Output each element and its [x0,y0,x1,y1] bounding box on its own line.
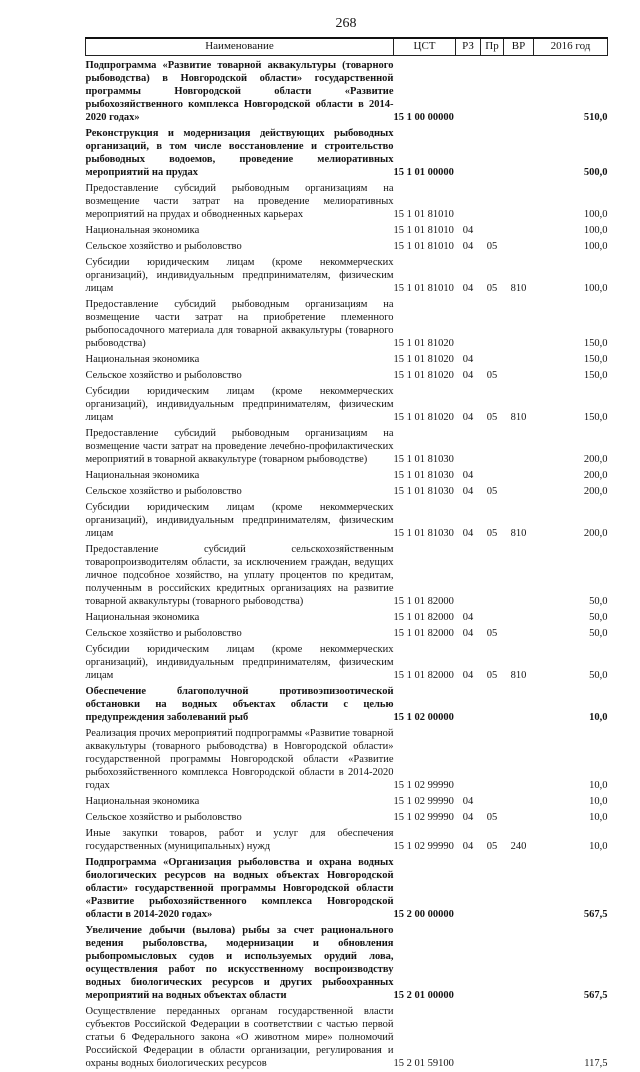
cell-vr: 810 [510,283,527,294]
column-header-year: 2016 год [534,38,608,56]
cell-name: Сельское хозяйство и рыболовство [85,628,242,639]
cell-cst: 15 2 01 00000 [393,990,454,1001]
cell-amount: 100,0 [583,209,608,220]
cell-pr: 05 [486,812,498,823]
cell-vr [504,726,534,794]
cell-pr: 05 [486,283,498,294]
cell-vr [504,1004,534,1072]
cell-vr [504,181,534,223]
cell-rz: 04 [462,796,474,807]
cell-name: Предоставление субсидий рыбоводным организациям на возмещение части затрат на проведение мелиоративных мероприятий на прудах и обводненных карьерах [85,183,394,220]
cell-vr: 810 [510,528,527,539]
cell-pr [481,542,504,610]
cell-amount: 10,0 [589,780,608,791]
cell-vr [504,542,534,610]
cell-rz [456,56,481,126]
cell-rz: 04 [462,841,474,852]
cell-pr: 05 [486,670,498,681]
cell-pr [481,610,504,626]
cell-vr: 240 [510,841,527,852]
cell-rz [456,726,481,794]
column-header-cst: ЦСТ [394,38,456,56]
cell-pr [481,56,504,126]
cell-amount: 200,0 [583,528,608,539]
cell-rz: 04 [462,241,474,252]
cell-amount: 200,0 [583,470,608,481]
cell-rz: 04 [462,354,474,365]
cell-name: Предоставление субсидий рыбоводным организациям на возмещение части затрат на приобретение племенного рыбопосадочного материала для товарной аквакультуры (товарного рыбоводства) [85,299,394,349]
cell-rz [456,297,481,352]
table-body [86,56,608,1072]
cell-cst: 15 1 01 82000 [393,612,454,623]
cell-cst: 15 1 01 81020 [393,370,454,381]
cell-cst: 15 1 01 81020 [393,354,454,365]
cell-vr [504,626,534,642]
cell-amount: 510,0 [583,112,608,123]
cell-cst: 15 1 01 81020 [393,412,454,423]
cell-name: Реконструкция и модернизация действующих рыбоводных организаций, в том числе восстановление и строительство рыбоводных водоемов, проведение мелиоративных мероприятий на прудах [85,128,394,178]
cell-pr [481,923,504,1004]
table-row [86,468,608,484]
table-row [86,223,608,239]
table-row [86,794,608,810]
table-row [86,542,608,610]
cell-pr [481,1004,504,1072]
cell-rz [456,126,481,181]
cell-name: Субсидии юридическим лицам (кроме некоммерческих организаций), индивидуальным предпринимателям, физическим лицам [85,644,394,681]
cell-rz [456,855,481,923]
column-header-rz: РЗ [456,38,481,56]
cell-cst: 15 1 01 82000 [393,628,454,639]
table-row [86,426,608,468]
cell-cst: 15 1 01 81010 [393,225,454,236]
table-row [86,626,608,642]
cell-rz: 04 [462,670,474,681]
cell-pr [481,126,504,181]
cell-vr: 810 [510,412,527,423]
cell-pr [481,468,504,484]
cell-name: Предоставление субсидий рыбоводным организациям на возмещение части затрат на проведение лечебно-профилактических мероприятий в товарной аквакультуре (товарном рыбоводстве) [85,428,394,465]
cell-cst: 15 1 01 81010 [393,241,454,252]
cell-vr [504,468,534,484]
cell-vr [504,684,534,726]
cell-amount: 100,0 [583,283,608,294]
table-row [86,826,608,855]
cell-cst: 15 2 00 00000 [393,909,454,920]
cell-pr: 05 [486,528,498,539]
table-row [86,684,608,726]
table-row [86,255,608,297]
table-row [86,368,608,384]
table-row [86,500,608,542]
cell-rz: 04 [462,370,474,381]
cell-pr: 05 [486,486,498,497]
cell-pr [481,181,504,223]
table-row [86,181,608,223]
cell-pr [481,223,504,239]
cell-cst: 15 1 01 81020 [393,338,454,349]
cell-name: Иные закупки товаров, работ и услуг для обеспечения государственных (муниципальных) нужд [85,828,394,852]
table-row [86,810,608,826]
cell-amount: 150,0 [583,354,608,365]
column-header-vr: ВР [504,38,534,56]
cell-vr [504,239,534,255]
cell-vr [504,352,534,368]
cell-name: Национальная экономика [85,354,200,365]
cell-cst: 15 1 01 81030 [393,454,454,465]
cell-rz: 04 [462,283,474,294]
cell-vr [504,223,534,239]
cell-amount: 100,0 [583,241,608,252]
cell-rz [456,684,481,726]
cell-amount: 200,0 [583,486,608,497]
cell-cst: 15 1 01 81030 [393,470,454,481]
table-row [86,484,608,500]
cell-rz: 04 [462,612,474,623]
cell-cst: 15 1 01 81010 [393,209,454,220]
cell-amount: 50,0 [589,612,608,623]
table-row [86,297,608,352]
cell-name: Осуществление переданных органам государственной власти субъектов Российской Федерации в соответствии с частью первой статьи 6 Федерального закона «О животном мире» полномочий Российской Федерации в области организации, регулирования и охраны водных биологических ресурсов [85,1006,394,1069]
cell-amount: 567,5 [583,909,608,920]
cell-pr: 05 [486,241,498,252]
cell-vr [504,297,534,352]
table-row [86,126,608,181]
column-header-name: Наименование [86,38,394,56]
cell-vr [504,484,534,500]
cell-name: Национальная экономика [85,796,200,807]
cell-amount: 100,0 [583,225,608,236]
cell-pr: 05 [486,841,498,852]
cell-vr [504,794,534,810]
cell-vr [504,126,534,181]
cell-name: Подпрограмма «Развитие товарной аквакультуры (товарного рыбоводства) в Новгородской области» государственной программы Новгородской области «Развитие рыбохозяйственного комплекса Новгородской области в 2014-2020 годах» [85,60,394,123]
cell-cst: 15 1 01 81010 [393,283,454,294]
cell-amount: 50,0 [589,670,608,681]
cell-amount: 10,0 [589,841,608,852]
cell-pr [481,297,504,352]
cell-rz: 04 [462,528,474,539]
cell-name: Реализация прочих мероприятий подпрограммы «Развитие товарной аквакультуры (товарного рыбоводства) в Новгородской области» государственной программы Новгородской области «Развитие рыбохозяйственного комплекса Новгородской области в 2014-2020 годах [85,728,394,791]
cell-pr: 05 [486,412,498,423]
cell-name: Субсидии юридическим лицам (кроме некоммерческих организаций), индивидуальным предпринимателям, физическим лицам [85,386,394,423]
table-row [86,1004,608,1072]
cell-rz: 04 [462,225,474,236]
cell-name: Национальная экономика [85,470,200,481]
cell-name: Подпрограмма «Организация рыболовства и охрана водных биологических ресурсов на водных объектах Новгородской области» государственной программы Новгородской области «Развитие рыбохозяйственного комплекса Новгородской области в 2014-2020 годах» [85,857,394,920]
cell-vr [504,855,534,923]
cell-cst: 15 1 01 81030 [393,528,454,539]
table-row [86,642,608,684]
cell-vr: 810 [510,670,527,681]
cell-vr [504,610,534,626]
table-row [86,923,608,1004]
cell-name: Сельское хозяйство и рыболовство [85,370,242,381]
cell-amount: 150,0 [583,338,608,349]
cell-pr: 05 [486,628,498,639]
cell-rz: 04 [462,470,474,481]
cell-amount: 117,5 [584,1058,608,1069]
cell-vr [504,426,534,468]
cell-amount: 150,0 [583,412,608,423]
table-row [86,610,608,626]
cell-cst: 15 1 00 00000 [393,112,454,123]
budget-table [85,37,608,1072]
cell-amount: 500,0 [583,167,608,178]
cell-name: Обеспечение благополучной противоэпизоотической обстановки на водных объектах области с целью предупреждения заболеваний рыб [85,686,394,723]
cell-rz [456,923,481,1004]
cell-amount: 150,0 [583,370,608,381]
cell-pr [481,684,504,726]
cell-rz [456,426,481,468]
table-row [86,726,608,794]
cell-cst: 15 1 01 81030 [393,486,454,497]
cell-pr: 05 [486,370,498,381]
cell-cst: 15 1 02 99990 [393,780,454,791]
cell-rz [456,542,481,610]
cell-rz [456,1004,481,1072]
table-row [86,56,608,126]
table-header [86,38,608,56]
column-header-pr: Пр [481,38,504,56]
cell-pr [481,794,504,810]
cell-vr [504,923,534,1004]
table-row [86,352,608,368]
cell-pr [481,855,504,923]
cell-name: Сельское хозяйство и рыболовство [85,486,242,497]
cell-cst: 15 1 02 00000 [393,712,454,723]
cell-cst: 15 1 01 82000 [393,596,454,607]
cell-vr [504,56,534,126]
cell-cst: 15 1 02 99990 [393,812,454,823]
cell-amount: 50,0 [589,596,608,607]
cell-name: Национальная экономика [85,612,200,623]
cell-name: Предоставление субсидий сельскохозяйственным товаропроизводителям области, за исключением граждан, ведущих личное подсобное хозяйство, на уплату процентов по кредитам, полученным в российских кредитных организациях на развитие товарной аквакультуры (товарного рыбоводства) [85,544,394,607]
cell-rz: 04 [462,812,474,823]
cell-amount: 10,0 [589,796,608,807]
cell-vr [504,368,534,384]
cell-cst: 15 1 01 82000 [393,670,454,681]
cell-cst: 15 1 02 99990 [393,796,454,807]
cell-name: Сельское хозяйство и рыболовство [85,241,242,252]
cell-name: Субсидии юридическим лицам (кроме некоммерческих организаций), индивидуальным предпринимателям, физическим лицам [85,257,394,294]
cell-pr [481,726,504,794]
cell-amount: 10,0 [589,712,608,723]
cell-name: Увеличение добычи (вылова) рыбы за счет рационального ведения рыболовства, модернизации и обновления рыбопромысловых судов и используемых орудий лова, осуществления работ по искусственному воспроизводству водных биологических ресурсов и других рыбоохранных мероприятий на водных объектах области [85,925,394,1001]
cell-cst: 15 1 01 00000 [393,167,454,178]
cell-pr [481,352,504,368]
cell-amount: 200,0 [583,454,608,465]
cell-vr [504,810,534,826]
cell-rz [456,181,481,223]
cell-rz: 04 [462,412,474,423]
cell-amount: 567,5 [583,990,608,1001]
cell-amount: 50,0 [589,628,608,639]
cell-rz: 04 [462,628,474,639]
cell-name: Сельское хозяйство и рыболовство [85,812,242,823]
cell-name: Национальная экономика [85,225,200,236]
table-row [86,239,608,255]
cell-amount: 10,0 [589,812,608,823]
cell-name: Субсидии юридическим лицам (кроме некоммерческих организаций), индивидуальным предпринимателям, физическим лицам [85,502,394,539]
table-row [86,384,608,426]
cell-pr [481,426,504,468]
cell-cst: 15 1 02 99990 [393,841,454,852]
cell-rz: 04 [462,486,474,497]
page-number: 268 [335,16,357,31]
table-row [86,855,608,923]
cell-cst: 15 2 01 59100 [393,1058,454,1069]
